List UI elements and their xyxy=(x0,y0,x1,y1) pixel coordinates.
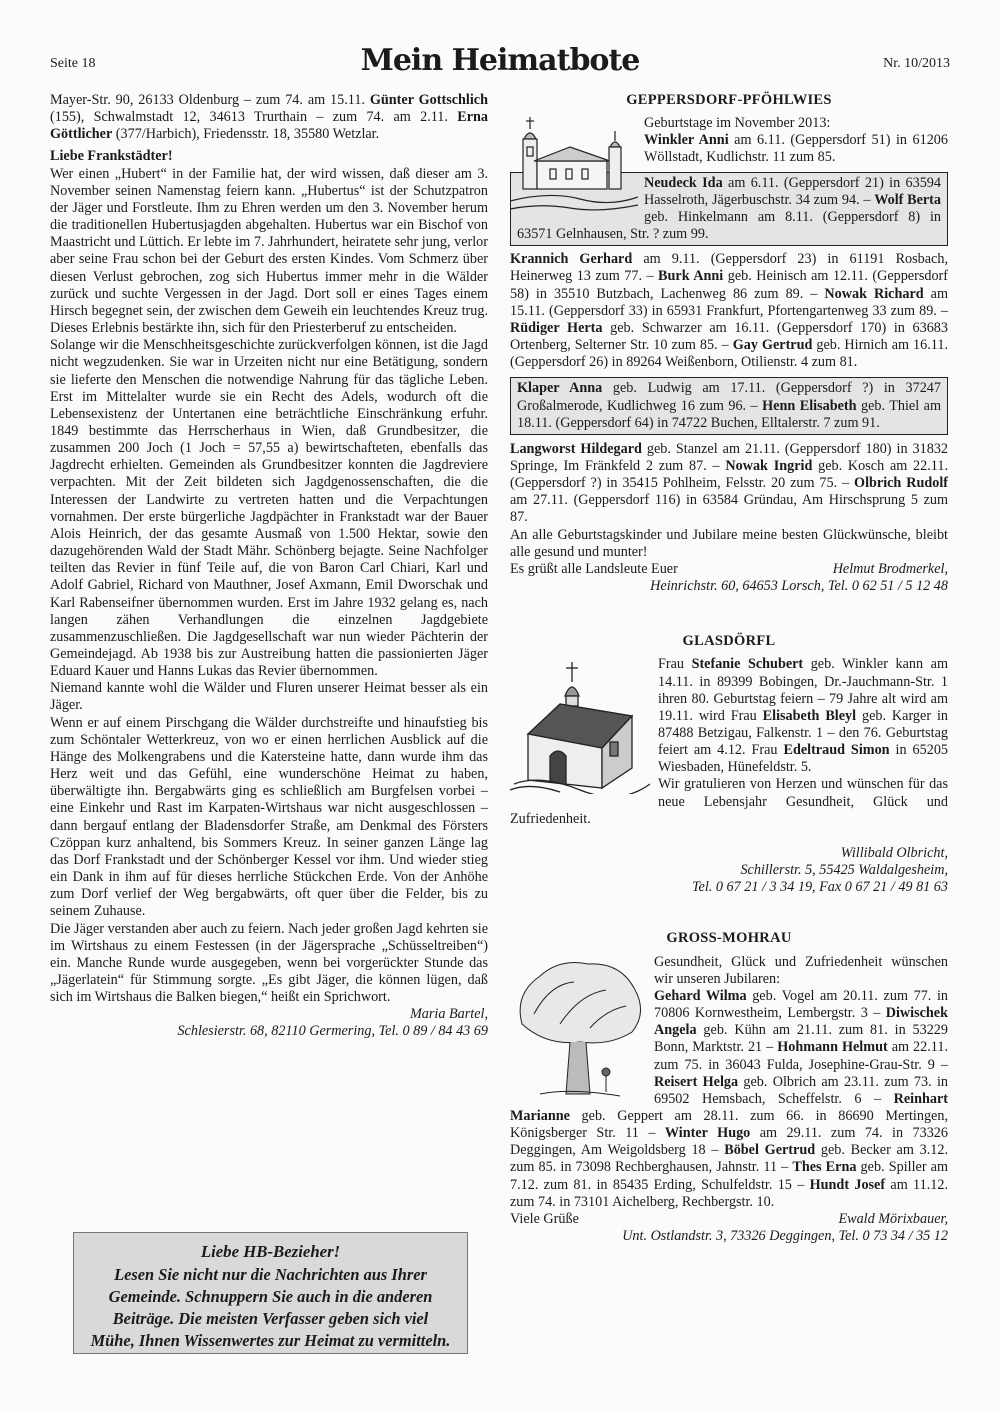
person-name: Krannich Gerhard xyxy=(510,251,633,268)
article-paragraph: Die Jäger verstanden aber auch zu feiern. Nach jeder großen Jagd kehrten sie im Wirtshaus zu einem Festessen (in der Jägersprache „Schüsseltreiben“) ein. Manche Runde wurde ausgegeben, wenn bei vorgerückter Stunde das „Jägerlatein“ für Stimmung sorgte. „Es gibt Jäger, die können lügen, daß sich im Wirtshaus die Balken biegen,“ heißt ein Sprichwort. xyxy=(50,920,488,1006)
text-segment: geb. Ludwig am 17.11. (Geppersdorf ?) in 37247 Großalmerode, Kudlichweg 16 zum 96. – xyxy=(517,380,941,414)
author-phone: Tel. 0 67 21 / 3 34 19, Fax 0 67 21 / 49 81 63 xyxy=(691,879,948,896)
section-title-geppersdorf: GEPPERSDORF-PFÖHLWIES xyxy=(626,92,832,108)
text-segment: geb. Schwarzer am 16.11. (Geppersdorf 170) in 63683 Ortenberg, Selterner Str. 10 zum 85. – xyxy=(510,319,948,354)
person-name: Reinhart Marianne xyxy=(510,1090,948,1124)
text-segment: Geburtstage im November 2013: xyxy=(644,115,831,132)
person-name: Neudeck Ida xyxy=(644,174,723,191)
person-name: Winkler Anni xyxy=(644,132,729,149)
author-name: Maria Bartel, xyxy=(409,1006,488,1023)
chapel-icon xyxy=(510,656,650,794)
person-name: Winter Hugo xyxy=(664,1125,751,1142)
page-header xyxy=(50,44,950,84)
person-name: Reisert Helga xyxy=(654,1073,739,1090)
signature-line xyxy=(510,561,948,578)
person-name: Olbrich Rudolf xyxy=(854,475,948,492)
person-name: Klaper Anna xyxy=(517,380,603,397)
text-segment: geb. Hirnich am 16.11. (Geppersdorf 26) in 89264 Weißenborn, Otilienstr. 4 zum 81. xyxy=(510,337,948,371)
closing-text: An alle Geburtstagskinder und Jubilare meine besten Glückwünsche, bleibt alle gesund und munter! xyxy=(510,526,948,560)
person-name: Nowak Ingrid xyxy=(725,457,813,474)
article-paragraph: Wenn er auf einem Pirschgang die Wälder durchstreifte und hinaufstieg bis zum Schöntaler Wetterkreuz, von wo er einen herrlichen Ausblick auf die Hänge des Molkengrabens und die Katersteine hatte, dann wurde ihm das Herz weit und das Gefühl, eine wunderschöne Heimat zu haben, überwältigte ihn. Bergabwärts ging es schließlich am Burgfelsen vorbei – eine Einkehr und Rast im Karpaten-Wirtshaus war nicht ausgeschlossen – dann bergauf entlang der Bladensdorfer Straße, am Denkmal des Försters Czöppan kurz anhaltend, bis Sommers Kreuz. In seiner ganzen Länge lag das Dorf Frankstadt und der Schönberger Kessel vor ihm. Und wieder stieg ein Dank in ihm auf für dieses herrliche Stückchen Erde. Von der Anhöhe zum Dorf verlief der Weg bergabwärts, oft quer über die Felder, bis zu seinem Zuhause. xyxy=(50,714,488,920)
text-segment: geb. Vogel am 20.11. zum 77. in 70806 Kornwestheim, Lembergstr. 3 – xyxy=(654,987,948,1022)
text-segment: (155), Schwalmstadt 12, 34613 Trurthain – zum 74. am 2.11. xyxy=(50,109,458,126)
person-name: Elisabeth Bleyl xyxy=(762,707,857,724)
text-segment: am 22.11. zum 75. in 36043 Fulda, Josephine-Grau-Str. 9 – xyxy=(654,1039,948,1073)
text-segment: am 6.11. (Geppersdorf 21) in 63594 Hasselroth, Jägerbuschstr. 34 zum 94. – xyxy=(644,174,941,208)
notice-line: Lesen Sie nicht nur die Nachrichten aus Ihrer xyxy=(114,1265,427,1284)
person-name: Henn Elisabeth xyxy=(762,397,857,414)
notice-line: Gemeinde. Schnuppern Sie auch in die anderen xyxy=(108,1287,433,1306)
tree-icon xyxy=(510,954,648,1104)
person-name: Nowak Richard xyxy=(824,285,924,302)
text-segment: geb. Spiller am 7.12. zum 81. in 85435 Erding, Schulfeldstr. 15 – xyxy=(510,1159,948,1193)
text-segment: am 9.11. (Geppersdorf 23) in 61191 Rosbach, Heinerweg 13 zum 77. – xyxy=(510,251,948,285)
text-segment: geb. Becker am 3.12. zum 85. in 73098 Rechberghausen, Jahnstr. 11 – xyxy=(510,1142,948,1176)
person-name: Diwischek Angela xyxy=(654,1005,948,1039)
text-segment: Gesundheit, Glück und Zufriedenheit wünschen wir unseren Jubilaren: xyxy=(654,953,948,987)
page-number: Seite 18 xyxy=(50,56,96,71)
birthday-list-continued xyxy=(50,92,488,143)
text-segment: am 11.12. zum 74. in 73101 Aichelberg, Rechbergstr. 10. xyxy=(510,1176,948,1210)
text-segment: geb. Stanzel am 21.11. (Geppersdorf 180) in 31832 Springe, Im Fränkfeld 2 zum 87. – xyxy=(510,440,949,474)
text-segment: am 29.11. zum 74. in 73326 Deggingen, Am Weigoldsberg 18 – xyxy=(510,1125,948,1159)
article-paragraph: Solange wir die Menschheitsgeschichte zurückverfolgen können, ist die Jagd nicht wegzudenken. Sie war in Urzeiten nicht nur eine Betätigung, sondern sie lieferte den Menschen die notwendige Nahrung für das tägliche Leben. Erst im Mittelalter wurde sie ein Recht des Adels, wodurch oft die Lebensexistenz der Untertanen eine beträchtliche Einschränkung erfuhr. 1849 bestimmte das Herrscherhaus in Wien, daß Grundbesitzer, die zusammen 200 Joch (1 Joch = 57,55 a) bewirtschafteten, ebenfalls das Jagdrecht erhielten. Gemeinden als Grundbesitzer konnten die Jagdreviere verpachten. Mit der Zeit bildeten sich Jagdgenossenschaften, die die Interessen der Landwirte zu vertreten hatten und die Verpachtungen vornahmen. Der erste bürgerliche Jagdpächter in Frankstadt war der Bauer Alois Heinrich, der das gesamte Ausmaß von 1.500 Hektar, sowie den dazugehörenden Wald der Stadt Mähr. Schönberg bejagte. Seine Nachfolger teilten das Revier in fünf Teile auf, die von Baron Carl Chiari, Karl und Adolf Gabriel, Richard von Mauthner, Josef Axmann, Emil Dworschak und Karl Rabenseifner übernommen wurden. Erst im Jahre 1932 gelang es, nach langen zähen Verhandlungen die einzelnen Jagdgebiete zusammenzuschließen. Die Jagdgesellschaft war nun wieder Pächterin der Gemeindejagd. Ab 1938 bis zur Austreibung hatten die passionierten Jäger Eduard Kauer und Hanns Lukas das Revier übernommen. xyxy=(50,337,488,680)
person-name: Gehard Wilma xyxy=(654,987,747,1004)
text-segment: am 15.11. (Geppersdorf 33) in 65931 Frankfurt, Pfortengartenweg 33 zum 89. – xyxy=(510,285,948,319)
person-name: Gay Gertrud xyxy=(732,337,813,354)
signature-line xyxy=(510,1211,948,1228)
text-segment: Frau xyxy=(658,656,692,673)
author-address: Heinrichstr. 60, 64653 Lorsch, Tel. 0 62 51 / 5 12 48 xyxy=(650,578,948,595)
article-heading: Liebe Frankstädter! xyxy=(50,148,173,165)
closing-text: Wir gratulieren von Herzen und wünschen für das neue Lebensjahr Gesundheit, Glück und Zufriedenheit. xyxy=(510,776,948,827)
section-title-glasdoerfl: GLASDÖRFL xyxy=(682,633,776,650)
birthday-paragraph xyxy=(510,441,948,527)
right-column xyxy=(510,92,948,1245)
text-segment: am 27.11. (Geppersdorf 116) in 63584 Gründau, Am Hirschsprung 5 zum 87. xyxy=(510,492,948,526)
text-segment: am 6.11. (Geppersdorf 51) in 61206 Wöllstadt, Kudlichstr. 11 zum 85. xyxy=(644,132,948,166)
person-name: Stefanie Schubert xyxy=(691,656,804,673)
person-name: Burk Anni xyxy=(658,268,724,285)
greeting: Es grüßt alle Landsleute Euer xyxy=(510,560,678,577)
text-segment: geb. Kosch am 22.11. (Geppersdorf ?) in 35415 Pohlheim, Felsstr. 20 zum 75. – xyxy=(510,457,948,492)
text-segment: Mayer-Str. 90, 26133 Oldenburg – zum 74. am 15.11. xyxy=(50,92,370,108)
notice-line: Mühe, Ihnen Wissenwertes zur Heimat zu vermitteln. xyxy=(90,1331,451,1350)
author-name: Helmut Brodmerkel, xyxy=(832,560,948,577)
masthead: Mein Heimatbote xyxy=(360,43,640,78)
text-segment: geb. Heinisch am 12.11. (Geppersdorf 58) in 35510 Butzbach, Lachenweg 86 zum 89. – xyxy=(510,268,948,302)
text-segment: geb. Karger in 87488 Betzigau, Falkenstr. 1 – den 76. Geburtstag feiert am 4.12. Frau xyxy=(658,707,948,759)
text-segment: geb. Thiel am 18.11. (Geppersdorf 64) in 74722 Buchen, Elltalerstr. 7 zum 91. xyxy=(517,397,941,431)
text-segment: geb. Winkler kann am 14.11. in 89399 Bobingen, Dr.-Jauchmann-Str. 1 ihren 80. Geburtstag feiern – 79 Jahre alt wird am 19.11. wird Frau xyxy=(658,656,948,724)
person-name: Günter Gottschlich xyxy=(369,92,488,108)
author-address: Unt. Ostlandstr. 3, 73326 Deggingen, Tel. 0 73 34 / 35 12 xyxy=(622,1228,948,1245)
person-name: Wolf Berta xyxy=(874,191,941,208)
section-title-mohrau: GROSS-MOHRAU xyxy=(666,930,792,947)
greeting: Viele Grüße xyxy=(510,1210,579,1227)
notice-title: Liebe HB-Bezieher! xyxy=(200,1242,341,1261)
person-name: Rüdiger Herta xyxy=(510,319,603,336)
text-segment: (377/Harbich), Friedensstr. 18, 35580 Wetzlar. xyxy=(112,126,380,143)
birthday-paragraph xyxy=(510,251,948,371)
text-segment: geb. Olbrich am 23.11. zum 73. in 69502 Hemsbach, Scheffelstr. 6 – xyxy=(654,1073,948,1107)
reader-notice-box xyxy=(73,1232,468,1354)
person-name: Hohmann Helmut xyxy=(777,1039,888,1056)
person-name: Edeltraud Simon xyxy=(783,742,890,759)
text-segment: in 65205 Wiesbaden, Hünefeldstr. 5. xyxy=(658,742,949,776)
text-segment: geb. Hinkelmann am 8.11. (Geppersdorf 8) in 63571 Gelnhausen, Str. ? zum 99. xyxy=(517,208,941,243)
author-name: Willibald Olbricht, xyxy=(840,844,948,861)
person-name: Thes Erna xyxy=(792,1159,857,1176)
notice-line: Beiträge. Die meisten Verfasser geben sich viel xyxy=(112,1309,429,1328)
issue-number: Nr. 10/2013 xyxy=(883,56,950,71)
article-paragraph: Niemand kannte wohl die Wälder und Fluren unserer Heimat besser als ein Jäger. xyxy=(50,680,488,714)
person-name: Langworst Hildegard xyxy=(510,440,642,457)
author-address: Schlesierstr. 68, 82110 Germering, Tel. 0 89 / 84 43 69 xyxy=(177,1023,488,1040)
person-name: Hundt Josef xyxy=(809,1176,886,1193)
person-name: Böbel Gertrud xyxy=(724,1142,816,1159)
text-segment: geb. Geppert am 28.11. zum 66. in 86690 Mertingen, Königsberger Str. 11 – xyxy=(510,1107,948,1142)
birthday-box xyxy=(510,377,948,434)
author-address: Schillerstr. 5, 55425 Waldalgesheim, xyxy=(740,862,948,879)
church-icon xyxy=(510,113,638,218)
article-paragraph: Wer einen „Hubert“ in der Familie hat, der wird wissen, daß dieser am 3. November seinen Namenstag feiern kann. „Hubertus“ ist der Schutzpatron der Jäger und Forstleute. Ihm zu Ehren werden um den 3. November herum die traditionellen Hubertusjagden abgehalten. Hubertus war ein Bischof von Maastricht und Lüttich. Er lebte im 7. Jahrhundert, heiratete sehr jung, verlor aber seine Frau schon bei der Geburt des ersten Kindes. Vom Schmerz über diesen Verlust gebrochen, zog sich Hubertus immer mehr in die Wälder zurück und suchte Vergessen in der Jagd. Dort soll er eines Tages einem Hirsch begegnet sein, der zwischen dem Geweih ein leuchtendes Kreuz trug. Dieses Erlebnis bestärkte ihn, sich für den Priesterberuf zu entscheiden. xyxy=(50,165,488,337)
author-name: Ewald Mörixbauer, xyxy=(838,1210,948,1227)
text-segment: geb. Kühn am 21.11. zum 81. in 53229 Bonn, Marktstr. 21 – xyxy=(654,1022,948,1056)
person-name: Erna Göttlicher xyxy=(50,109,488,143)
left-column xyxy=(50,92,488,1041)
